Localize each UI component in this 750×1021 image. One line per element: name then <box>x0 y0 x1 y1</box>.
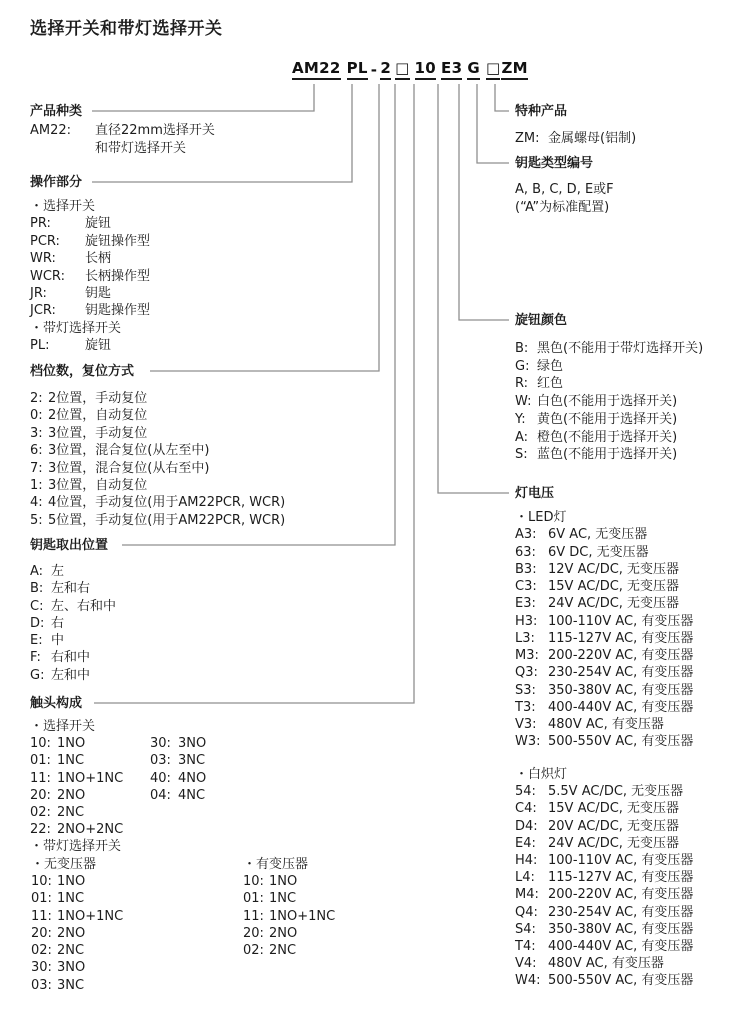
connector-knob-color <box>459 84 509 320</box>
connector-special-product <box>495 84 509 111</box>
code: L4: <box>515 870 535 886</box>
code: 02: <box>243 943 264 959</box>
code: 3: <box>30 425 43 441</box>
code: W3: <box>515 734 541 750</box>
code: 1: <box>30 478 43 494</box>
code-desc: 200-220V AC, 有变压器 <box>548 887 694 903</box>
code: 7: <box>30 460 43 476</box>
page-title: 选择开关和带灯选择开关 <box>30 19 223 39</box>
code-row <box>515 904 693 921</box>
code-row <box>30 198 150 215</box>
code: 03: <box>150 753 171 769</box>
section-title: 档位数，复位方式 <box>30 364 138 379</box>
code: JR: <box>30 286 47 302</box>
code-row <box>515 886 693 903</box>
code: B3: <box>515 561 537 577</box>
code-row <box>30 302 150 319</box>
code: L3: <box>515 630 535 646</box>
part-number-segment: ZM <box>501 60 527 80</box>
part-number <box>292 60 528 80</box>
code: B: <box>515 341 529 356</box>
code-desc: 左、右和中 <box>51 598 117 614</box>
code-row <box>243 942 335 959</box>
code: W: <box>515 394 532 410</box>
section-lamp-voltage <box>515 486 693 751</box>
code-desc: 蓝色(不能用于选择开关) <box>537 447 678 463</box>
code-row <box>515 716 693 733</box>
code-row <box>515 800 693 817</box>
code: WCR: <box>30 268 65 284</box>
code-row <box>515 578 693 595</box>
code: Y: <box>515 411 526 427</box>
code-row <box>515 733 693 750</box>
section-title: 钥匙取出位置 <box>30 538 112 553</box>
code-row <box>30 632 116 649</box>
column-with-transformer <box>243 856 335 960</box>
code-desc: 230-254V AC, 有变压器 <box>548 904 694 920</box>
code-desc: 500-550V AC, 有变压器 <box>548 973 694 989</box>
code-desc: 右 <box>51 615 65 631</box>
code-row <box>515 526 693 543</box>
code-desc: 3位置，自动复位 <box>48 478 148 494</box>
code: PL: <box>30 338 50 354</box>
section-key-type <box>515 156 614 217</box>
code-desc: 长柄 <box>85 251 112 267</box>
code-desc: 6V DC, 无变压器 <box>548 544 649 560</box>
code: WR: <box>30 251 56 267</box>
code-desc: 400-440V AC, 有变压器 <box>548 699 694 715</box>
code-row <box>30 215 150 232</box>
code: 04: <box>150 787 171 803</box>
part-number-segment: □ <box>486 60 500 80</box>
code-desc: 1NC <box>57 891 85 907</box>
code-row <box>515 955 693 972</box>
code-desc: 直径22mm选择开关 <box>95 123 215 138</box>
code-desc: 400-440V AC, 有变压器 <box>548 939 694 955</box>
code-row <box>30 250 150 267</box>
code-row <box>30 233 150 250</box>
code: 03: <box>31 977 52 993</box>
code-row <box>515 835 693 852</box>
section-title: 旋钮颜色 <box>515 313 571 328</box>
code-desc: 黄色(不能用于选择开关) <box>537 411 678 427</box>
code: 40: <box>150 770 171 786</box>
code-desc: 5位置，手动复位(用于AM22PCR, WCR) <box>48 512 286 528</box>
key-type-options: A, B, C, D, E或F <box>515 182 614 197</box>
code-desc: 480V AC, 有变压器 <box>548 717 664 733</box>
section-title: 操作部分 <box>30 175 86 190</box>
code: JCR: <box>30 303 56 319</box>
code-desc: 绿色 <box>537 358 564 374</box>
code-row <box>515 630 693 647</box>
section-incandescent-lamp <box>515 766 693 990</box>
code: 11: <box>30 770 51 786</box>
section-positions <box>30 364 285 529</box>
code-desc: 左 <box>51 564 65 579</box>
code: PR: <box>30 216 51 232</box>
code-desc: 旋钮 <box>85 216 112 232</box>
code-row <box>31 908 123 925</box>
code: E4: <box>515 835 536 851</box>
connector-key-type <box>477 84 509 163</box>
code: M3: <box>515 648 539 664</box>
code: 01: <box>31 891 52 907</box>
code-desc: 100-110V AC, 有变压器 <box>548 853 694 869</box>
section-product-type <box>30 104 215 157</box>
part-number-segment: - <box>370 61 378 79</box>
code: C3: <box>515 579 537 595</box>
contact-pair-row <box>30 804 206 821</box>
code-row <box>515 869 693 886</box>
code: M4: <box>515 887 539 903</box>
code-row <box>515 130 636 147</box>
column-label: ・有变压器 <box>243 856 309 872</box>
code: 20: <box>31 925 52 941</box>
code-row <box>30 442 285 459</box>
code-row <box>30 667 116 684</box>
code: AM22: <box>30 123 72 138</box>
code-desc: 钥匙 <box>85 286 112 302</box>
code: 20: <box>243 925 264 941</box>
code-row <box>31 890 123 907</box>
code: 2: <box>30 391 43 406</box>
code: 02: <box>30 805 51 821</box>
code-desc: 2NC <box>57 943 85 959</box>
code-desc: 4NO <box>178 770 207 786</box>
code-desc: 3位置，混合复位(从右至中) <box>48 460 210 476</box>
contact-pair-row <box>30 752 206 769</box>
code-desc: 金属螺母(铝制) <box>548 131 637 146</box>
code: 11: <box>243 908 264 924</box>
section-operation <box>30 175 150 355</box>
code-row <box>515 852 693 869</box>
code-desc: 480V AC, 有变压器 <box>548 956 664 972</box>
code: 20: <box>30 787 51 803</box>
code-row <box>30 285 150 302</box>
code: D: <box>30 615 45 631</box>
code: B: <box>30 581 44 597</box>
section-title: 灯电压 <box>515 486 558 501</box>
code: Q3: <box>515 665 538 681</box>
code: 02: <box>31 943 52 959</box>
code: 22: <box>30 822 51 838</box>
code-desc: 2NO <box>269 925 298 941</box>
code-row <box>515 340 703 358</box>
code-desc: 2NC <box>57 805 85 821</box>
part-number-segment: AM22 <box>292 60 341 80</box>
column-no-transformer <box>31 856 123 994</box>
part-number-segment: PL <box>347 60 368 80</box>
code: 01: <box>243 891 264 907</box>
code-desc: 左和右 <box>51 581 91 597</box>
code-row <box>30 122 215 140</box>
code-row <box>515 375 703 393</box>
code: G: <box>30 667 45 683</box>
code: ・选择开关 <box>30 199 96 214</box>
part-number-segment: E3 <box>441 60 462 80</box>
code-desc: 2NC <box>269 943 297 959</box>
code-desc: 350-380V AC, 有变压器 <box>548 682 694 698</box>
part-number-segment: G <box>467 60 480 80</box>
code-row <box>515 429 703 447</box>
code-desc: 1NO <box>57 736 86 752</box>
code-desc-line2: 和带灯选择开关 <box>95 140 187 156</box>
code-desc: 2NO+2NC <box>57 822 124 838</box>
code-desc: 230-254V AC, 有变压器 <box>548 665 694 681</box>
code: E3: <box>515 596 536 612</box>
code: ・带灯选择开关 <box>30 320 122 336</box>
code-row <box>30 320 150 337</box>
code-desc: 橙色(不能用于选择开关) <box>537 429 678 445</box>
section-title: 特种产品 <box>515 104 571 119</box>
code: C4: <box>515 801 537 817</box>
code-desc: 2NO <box>57 787 86 803</box>
code-desc: 3位置，手动复位 <box>48 425 148 441</box>
code-desc: 6V AC, 无变压器 <box>548 527 648 543</box>
code-desc: 3NC <box>178 753 206 769</box>
code-row <box>30 512 285 529</box>
code-desc: 中 <box>51 633 65 649</box>
column-label: ・无变压器 <box>31 856 97 872</box>
code-desc: 4NC <box>178 787 206 803</box>
code: W4: <box>515 973 541 989</box>
code-row <box>30 268 150 285</box>
code-row <box>31 977 123 994</box>
code-row <box>30 337 150 354</box>
code: S3: <box>515 682 536 698</box>
code-row <box>515 393 703 411</box>
contact-pair-row <box>30 787 206 804</box>
code-desc: 12V AC/DC, 无变压器 <box>548 561 680 577</box>
code: 6: <box>30 443 43 459</box>
bullet-incandescent-lamp: ・白炽灯 <box>515 767 568 782</box>
code: 54: <box>515 784 536 800</box>
code-row <box>243 908 335 925</box>
code-desc: 1NO+1NC <box>57 770 124 786</box>
part-number-segment: 2 <box>380 60 391 80</box>
code-row <box>31 959 123 976</box>
code-row <box>515 682 693 699</box>
contact-pair-row <box>30 821 206 838</box>
code-row <box>30 649 116 666</box>
code-row <box>515 358 703 376</box>
code-row <box>515 783 693 800</box>
code-row <box>515 921 693 938</box>
code: R: <box>515 376 529 392</box>
code-desc: 3NO <box>178 736 207 752</box>
code-row <box>515 818 693 835</box>
key-type-note: (“A”为标准配置) <box>515 200 610 215</box>
bullet-selector-switch: ・选择开关 <box>30 719 96 734</box>
code-row <box>243 873 335 890</box>
code-row <box>243 890 335 907</box>
code-desc: 旋钮 <box>85 338 112 354</box>
code: 30: <box>150 736 171 752</box>
code-desc: 黑色(不能用于带灯选择开关) <box>537 341 704 356</box>
code-desc: 24V AC/DC, 无变压器 <box>548 596 680 612</box>
contact-pair-row <box>30 770 206 787</box>
code-desc: 1NO <box>269 873 298 889</box>
section-title: 产品种类 <box>30 104 86 119</box>
code-row <box>515 699 693 716</box>
code: A: <box>30 564 44 579</box>
code-desc: 115-127V AC, 有变压器 <box>548 630 694 646</box>
code: H3: <box>515 613 538 629</box>
code-desc: 4位置，手动复位(用于AM22PCR, WCR) <box>48 495 286 511</box>
code-row <box>515 938 693 955</box>
bullet-illuminated-switch: ・带灯选择开关 <box>30 839 122 855</box>
code-row <box>515 411 703 429</box>
code: S4: <box>515 921 536 937</box>
code-desc: 15V AC/DC, 无变压器 <box>548 801 680 817</box>
code: 30: <box>31 960 52 976</box>
section-knob-color <box>515 313 703 464</box>
code-desc: 3NO <box>57 960 86 976</box>
section-key-removal <box>30 538 116 684</box>
code: 4: <box>30 495 43 511</box>
code-desc: 115-127V AC, 有变压器 <box>548 870 694 886</box>
contact-pair-row <box>30 735 206 752</box>
code: ZM: <box>515 131 540 146</box>
code: T3: <box>515 699 536 715</box>
code-desc: 24V AC/DC, 无变压器 <box>548 835 680 851</box>
code: 10: <box>243 873 264 889</box>
bullet-led-lamp: ・LED灯 <box>515 510 567 525</box>
code: 10: <box>31 873 52 889</box>
code: A: <box>515 429 529 445</box>
code-row <box>30 615 116 632</box>
code: F: <box>30 650 41 666</box>
code-desc: 100-110V AC, 有变压器 <box>548 613 694 629</box>
code: G: <box>515 358 530 374</box>
code: D4: <box>515 818 538 834</box>
code-desc: 5.5V AC/DC, 无变压器 <box>548 784 684 800</box>
code-row <box>31 925 123 942</box>
code-desc: 白色(不能用于选择开关) <box>537 394 678 410</box>
code-desc: 钥匙操作型 <box>85 303 151 319</box>
code-desc: 350-380V AC, 有变压器 <box>548 921 694 937</box>
code-desc: 左和中 <box>51 667 91 683</box>
code: 10: <box>30 736 51 752</box>
code-desc: 20V AC/DC, 无变压器 <box>548 818 680 834</box>
code-desc: 旋钮操作型 <box>85 233 151 249</box>
code-row <box>515 561 693 578</box>
code: 11: <box>31 908 52 924</box>
code-desc: 3NC <box>57 977 85 993</box>
code-row <box>30 460 285 477</box>
code: 0: <box>30 408 43 424</box>
code: PCR: <box>30 233 60 249</box>
code-row <box>30 598 116 615</box>
code-row <box>515 446 703 464</box>
code-row <box>30 477 285 494</box>
code: 01: <box>30 753 51 769</box>
code: C: <box>30 598 44 614</box>
code-desc: 1NO <box>57 873 86 889</box>
code: T4: <box>515 939 536 955</box>
code: V3: <box>515 717 537 733</box>
code-desc: 15V AC/DC, 无变压器 <box>548 579 680 595</box>
code-desc: 2位置，手动复位 <box>48 391 148 406</box>
code: 63: <box>515 544 536 560</box>
code-row <box>515 544 693 561</box>
code-row <box>30 563 116 580</box>
code-desc: 红色 <box>537 376 564 392</box>
code-row <box>515 613 693 630</box>
code-desc: 1NC <box>269 891 297 907</box>
code-row <box>243 925 335 942</box>
section-title: 触头构成 <box>30 696 86 711</box>
section-special-product <box>515 104 636 147</box>
code-row <box>515 595 693 612</box>
code: E: <box>30 633 43 649</box>
code: V4: <box>515 956 537 972</box>
code-row <box>515 647 693 664</box>
code-desc: 1NO+1NC <box>57 908 124 924</box>
code-row <box>515 972 693 989</box>
code-row <box>30 390 285 407</box>
part-number-segment: 10 <box>415 60 436 80</box>
code-desc: 500-550V AC, 有变压器 <box>548 734 694 750</box>
code-row <box>31 942 123 959</box>
code: S: <box>515 447 528 463</box>
code-row <box>30 425 285 442</box>
code-row <box>30 407 285 424</box>
code-desc: 长柄操作型 <box>85 268 151 284</box>
code-row <box>30 494 285 511</box>
code-desc: 右和中 <box>51 650 91 666</box>
code-desc: 3位置，混合复位(从左至中) <box>48 443 210 459</box>
code-desc: 2位置，自动复位 <box>48 408 148 424</box>
section-title: 钥匙类型编号 <box>515 156 597 171</box>
code-desc: 2NO <box>57 925 86 941</box>
code-row <box>515 664 693 681</box>
connector-lamp-voltage <box>438 84 509 493</box>
code: H4: <box>515 853 538 869</box>
code-row <box>30 580 116 597</box>
code-row <box>31 873 123 890</box>
code-desc: 1NO+1NC <box>269 908 336 924</box>
section-contacts <box>30 696 336 998</box>
part-number-segment: □ <box>395 60 409 80</box>
code-desc: 1NC <box>57 753 85 769</box>
code-desc: 200-220V AC, 有变压器 <box>548 648 694 664</box>
code: Q4: <box>515 904 538 920</box>
illuminated-contact-columns <box>30 856 336 998</box>
code: A3: <box>515 527 537 543</box>
code: 5: <box>30 512 43 528</box>
